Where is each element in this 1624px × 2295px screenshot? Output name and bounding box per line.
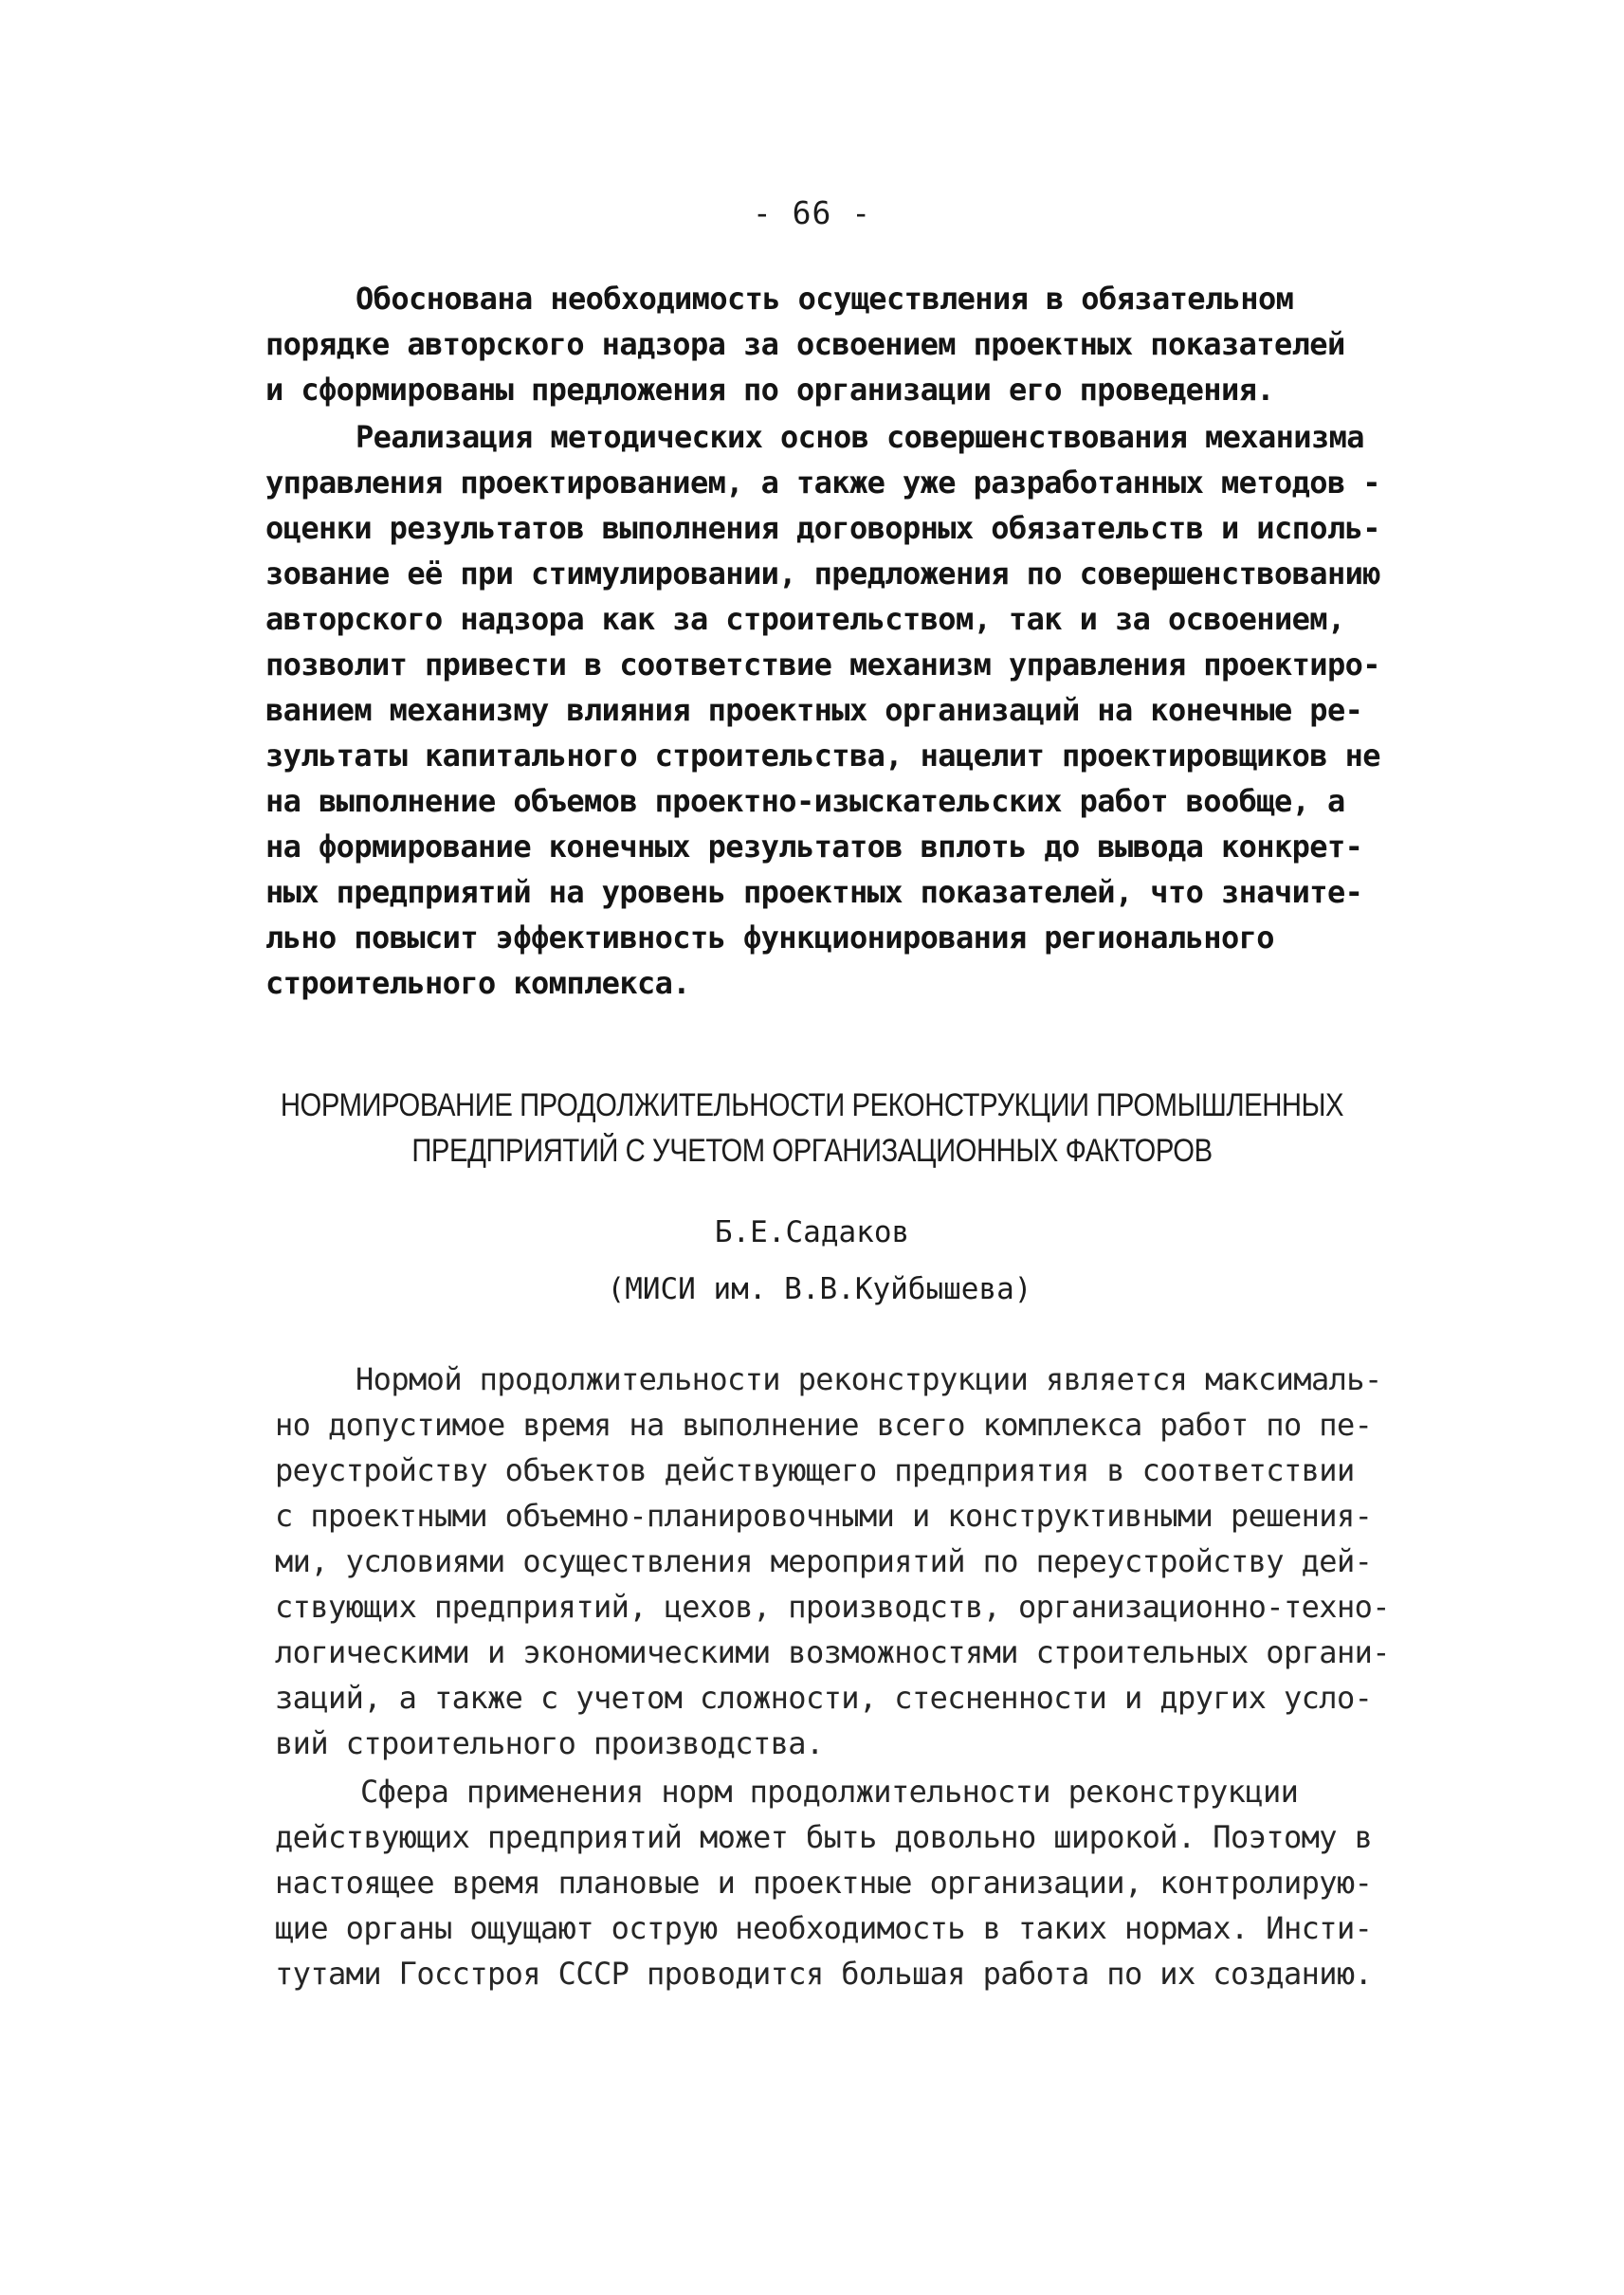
- text-line: зультаты капитального строительства, нацелит проектировщиков не: [265, 738, 1380, 774]
- text-line: логическими и экономическими возможностями строительных органи-: [275, 1634, 1390, 1670]
- text-line: позволит привести в соответствие механизм управления проектиро-: [265, 647, 1380, 683]
- text-line: вий строительного производства.: [275, 1725, 824, 1761]
- text-line: действующих предприятий может быть довольно широкой. Поэтому в: [275, 1819, 1373, 1855]
- text-line: на формирование конечных результатов вплоть до вывода конкрет-: [265, 829, 1363, 865]
- article-affiliation: (МИСИ им. В.В.Куйбышева): [607, 1272, 1032, 1306]
- text-line: оценки результатов выполнения договорных обязательств и исполь-: [265, 510, 1380, 546]
- article-title-line: ПРЕДПРИЯТИЙ С УЧЕТОМ ОРГАНИЗАЦИОННЫХ ФАКТОРОВ: [411, 1133, 1213, 1169]
- text-line: реустройству объектов действующего предприятия в соответствии: [275, 1452, 1355, 1488]
- text-line: и сформированы предложения по организации его проведения.: [265, 372, 1274, 408]
- text-line: тутами Госстроя СССР проводится большая работа по их созданию.: [275, 1956, 1373, 1992]
- text-line: ствующих предприятий, цехов, производств, организационно-техно-: [275, 1589, 1390, 1625]
- text-line: щие органы ощущают острую необходимость в таких нормах. Инсти-: [275, 1910, 1373, 1946]
- text-line: Сфера применения норм продолжительности реконструкции: [360, 1774, 1299, 1810]
- article-title-line: НОРМИРОВАНИЕ ПРОДОЛЖИТЕЛЬНОСТИ РЕКОНСТРУКЦИИ ПРОМЫШЛЕННЫХ: [280, 1087, 1344, 1123]
- text-line: с проектными объемно-планировочными и конструктивными решения-: [275, 1498, 1373, 1534]
- text-line: авторского надзора как за строительством, так и за освоением,: [265, 601, 1345, 637]
- text-line: заций, а также с учетом сложности, стесненности и других усло-: [275, 1680, 1373, 1716]
- text-line: порядке авторского надзора за освоением проектных показателей: [265, 326, 1345, 362]
- text-line: Обоснована необходимость осуществления в обязательном: [356, 281, 1294, 317]
- text-line: на выполнение объемов проектно-изыскательских работ вообще, а: [265, 783, 1345, 819]
- text-line: настоящее время плановые и проектные организации, контролирую-: [275, 1865, 1373, 1901]
- text-line: Реализация методических основ совершенствования механизма: [356, 419, 1364, 455]
- text-line: строительного комплекса.: [265, 965, 690, 1001]
- text-line: ми, условиями осуществления мероприятий по переустройству дей-: [275, 1543, 1373, 1579]
- article-author: Б.Е.Садаков: [714, 1215, 910, 1249]
- text-line: ванием механизму влияния проектных организаций на конечные ре-: [265, 692, 1363, 728]
- text-line: зование её при стимулировании, предложения по совершенствованию: [265, 556, 1380, 592]
- page-number: - 66 -: [752, 194, 872, 231]
- text-line: но допустимое время на выполнение всего комплекса работ по пе-: [275, 1407, 1373, 1443]
- text-line: управления проектированием, а также уже разработанных методов -: [265, 464, 1380, 501]
- text-line: льно повысит эффективность функционирования регионального: [265, 920, 1274, 956]
- text-line: Нормой продолжительности реконструкции является максималь-: [356, 1361, 1382, 1397]
- text-line: ных предприятий на уровень проектных показателей, что значите-: [265, 874, 1363, 910]
